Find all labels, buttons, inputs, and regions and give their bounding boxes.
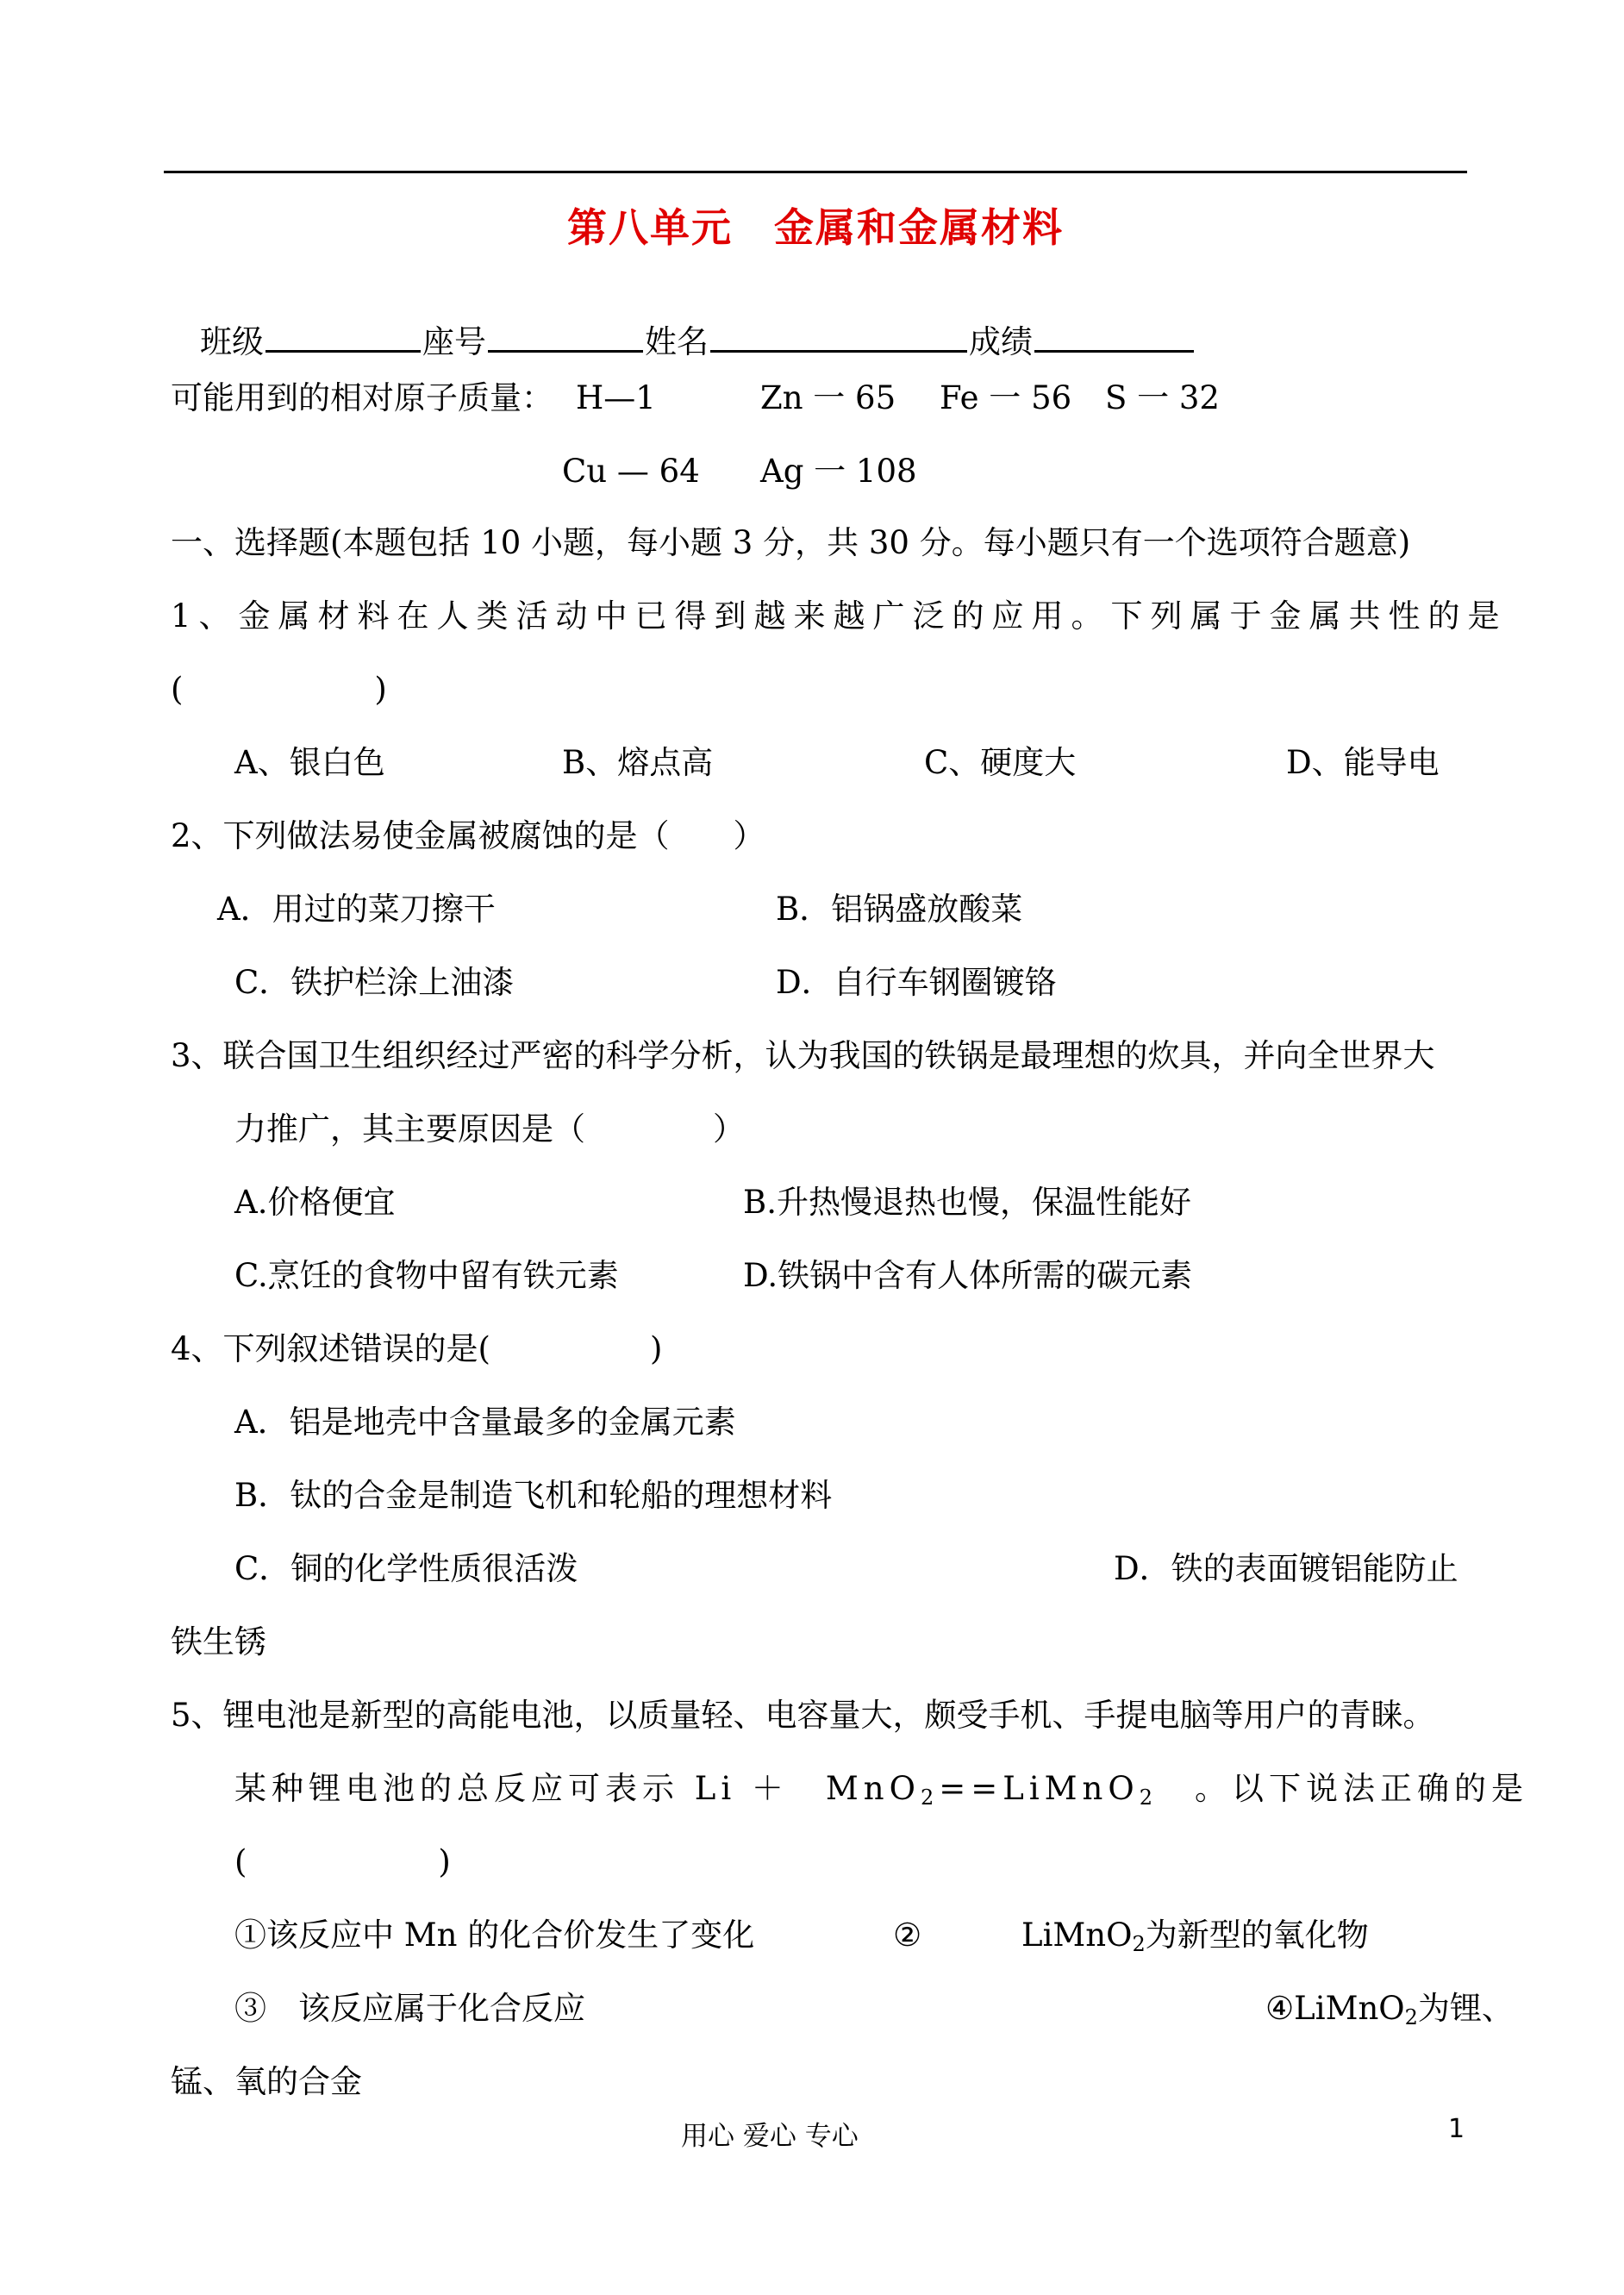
q5-stem-part-a: 某种锂电池的总反应可表示 Li ＋ MnO (234, 1770, 921, 1807)
class-label: 班级 (200, 323, 264, 360)
q5-statement-3: ③ 该反应属于化合反应 (234, 1990, 585, 2027)
atomic-mass-fe: Fe 一 56 (940, 379, 1072, 416)
atomic-mass-h: H—1 (576, 379, 656, 416)
q5-statement-2-subscript: 2 (1132, 1932, 1146, 1956)
q1-stem: 1、金属材料在人类活动中已得到越来越广泛的应用。下列属于金属共性的是 (171, 597, 1508, 635)
q1-option-d: D、能导电 (1286, 744, 1440, 781)
atomic-mass-zn: Zn 一 65 (760, 379, 896, 416)
name-label: 姓名 (645, 323, 709, 360)
q3-option-d: D.铁锅中含有人体所需的碳元素 (743, 1257, 1193, 1294)
q5-statement-4-cont: 锰、氧的合金 (171, 2063, 362, 2100)
q4-option-b: B．钛的合金是制造飞机和轮船的理想材料 (234, 1477, 833, 1514)
q5-statement-4-text: 为锂、 (1417, 1990, 1514, 2027)
q3-stem: 3、联合国卫生组织经过严密的科学分析，认为我国的铁锅是最理想的炊具，并向全世界大 (171, 1037, 1435, 1074)
q5-subscript-1: 2 (920, 1785, 940, 1810)
q2-option-d: D．自行车钢圈镀铬 (776, 964, 1057, 1001)
score-blank[interactable] (1034, 319, 1194, 353)
atomic-mass-cu: Cu — 64 (562, 453, 700, 490)
q5-statement-2-text: 为新型的氧化物 (1145, 1917, 1369, 1954)
header-rule (164, 171, 1467, 173)
q3-option-b: B.升热慢退热也慢，保温性能好 (743, 1184, 1191, 1221)
class-blank[interactable] (265, 319, 421, 353)
student-info-line (200, 319, 1196, 361)
name-blank[interactable] (710, 319, 967, 353)
q1-option-b: B、熔点高 (562, 744, 714, 781)
q4-option-c: C．铜的化学性质很活泼 (234, 1550, 578, 1587)
q5-subscript-2: 2 (1139, 1785, 1159, 1810)
q2-option-b: B．铝锅盛放酸菜 (776, 891, 1023, 928)
q5-statement-2-formula: LiMnO (1021, 1917, 1133, 1954)
q3-option-c: C.烹饪的食物中留有铁元素 (234, 1257, 619, 1294)
page-title: 第八单元 金属和金属材料 (567, 204, 1064, 251)
seat-label: 座号 (422, 323, 486, 360)
q3-stem-cont: 力推广，其主要原因是（ ） (234, 1110, 745, 1148)
q2-option-a: A．用过的菜刀擦干 (217, 891, 496, 928)
seat-blank[interactable] (488, 319, 643, 353)
section1-heading: 一、选择题(本题包括 10 小题，每小题 3 分，共 30 分。每小题只有一个选项符合题意) (171, 524, 1411, 561)
atomic-mass-prefix: 可能用到的相对原子质量： (171, 379, 553, 416)
footer-motto: 用心 爱心 专心 (681, 2121, 859, 2152)
q1-option-c: C、硬度大 (924, 744, 1077, 781)
q5-stem-part-c: 。以下说法正确的是 (1158, 1770, 1529, 1807)
q4-option-d-cont: 铁生锈 (171, 1623, 266, 1660)
q5-statement-2-number: ② (893, 1917, 922, 1954)
q5-statement-4-formula: ④LiMnO (1265, 1990, 1405, 2027)
q5-equation-line (234, 1770, 1528, 1810)
q2-option-c: C．铁护栏涂上油漆 (234, 964, 515, 1001)
q4-option-d: D．铁的表面镀铝能防止 (1114, 1550, 1458, 1587)
q1-paren: ( ) (171, 671, 387, 708)
q4-option-a: A．铝是地壳中含量最多的金属元素 (234, 1404, 736, 1441)
q4-stem: 4、下列叙述错误的是( ) (171, 1330, 663, 1367)
score-label: 成绩 (969, 323, 1033, 360)
q5-stem: 5、锂电池是新型的高能电池，以质量轻、电容量大，颇受手机、手提电脑等用户的青睐。 (171, 1697, 1435, 1734)
atomic-mass-ag: Ag 一 108 (760, 453, 917, 490)
q2-stem: 2、下列做法易使金属被腐蚀的是（ ） (171, 817, 765, 854)
q5-statement-4 (1265, 1990, 1514, 2030)
atomic-mass-s: S 一 32 (1105, 379, 1220, 416)
q5-statement-2 (1021, 1917, 1369, 1957)
q5-paren: ( ) (234, 1843, 451, 1880)
q5-stem-part-b: ==LiMnO (939, 1770, 1140, 1807)
q5-statement-1: ①该反应中 Mn 的化合价发生了变化 (234, 1917, 755, 1954)
q5-statement-4-subscript: 2 (1404, 2005, 1418, 2029)
page-number: 1 (1448, 2114, 1465, 2144)
q1-option-a: A、银白色 (234, 744, 385, 781)
q3-option-a: A.价格便宜 (234, 1184, 396, 1221)
